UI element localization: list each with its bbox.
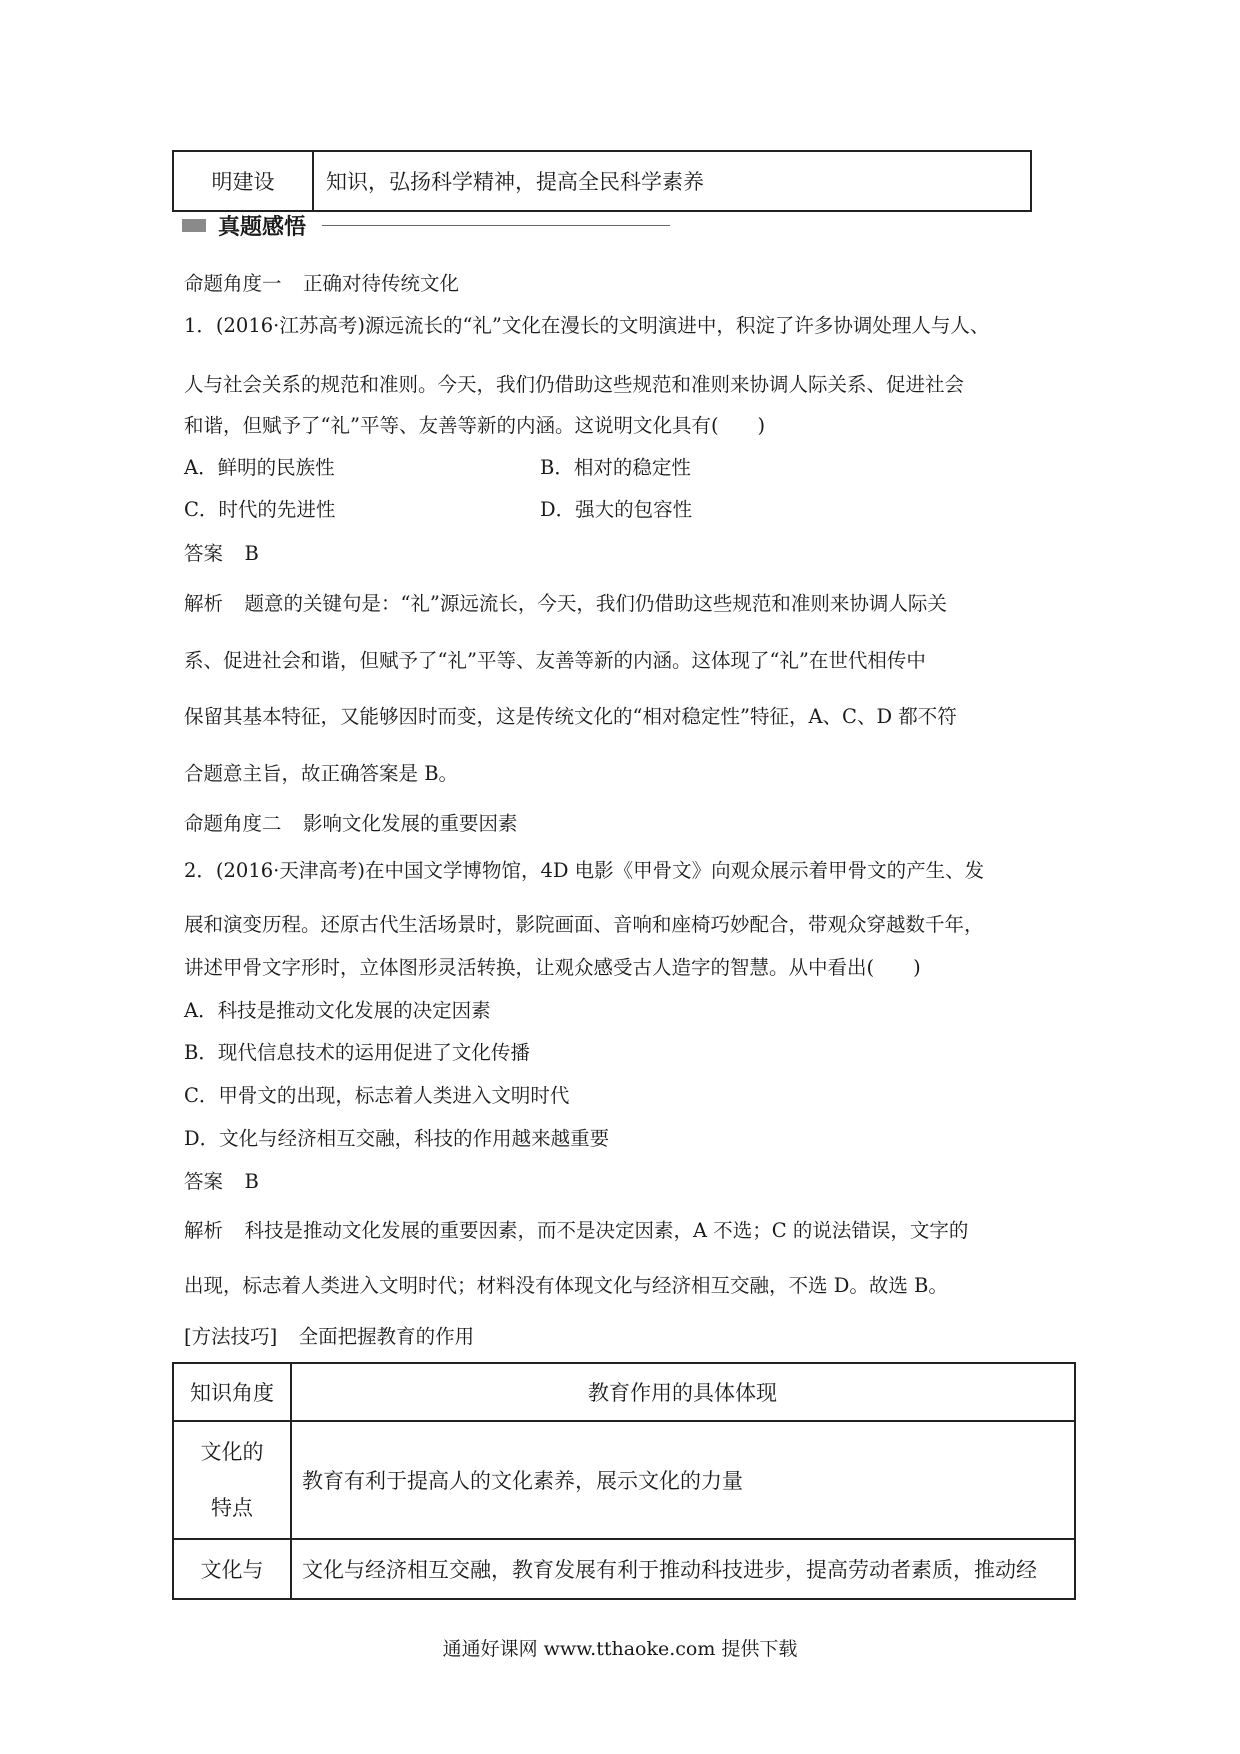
angle-label: 命题角度二 (184, 812, 282, 835)
table-cell-key: 文化的 特点 (173, 1421, 291, 1539)
answer-label: 答案 (184, 1170, 224, 1193)
angle-topic: 影响文化发展的重要因素 (302, 812, 518, 835)
analysis-line: 出现，标志着人类进入文明时代；材料没有体现文化与经济相互交融，不选 D。故选 B。 (184, 1274, 948, 1297)
section-title: 真题感悟 (218, 213, 307, 240)
method-heading (184, 1321, 474, 1349)
analysis-line: 合题意主旨，故正确答案是 B。 (184, 762, 459, 785)
analysis-line: 解析 题意的关键句是：“礼”源远流长，今天，我们仍借助这些规范和准则来协调人际关 (184, 592, 947, 615)
option-c: C．时代的先进性 (184, 498, 336, 521)
question-1-line: 和谐，但赋予了“礼”平等、友善等新的内涵。这说明文化具有( ) (184, 414, 766, 437)
angle-topic: 正确对待传统文化 (302, 272, 459, 295)
option-b: B．现代信息技术的运用促进了文化传播 (184, 1041, 530, 1064)
table-header-row (173, 1363, 1075, 1421)
question-2-line: 2．(2016·天津高考)在中国文学博物馆，4D 电影《甲骨文》向观众展示着甲骨文的产生、发 (184, 859, 985, 882)
question-1-line: 人与社会关系的规范和准则。今天，我们仍借助这些规范和准则来协调人际关系、促进社会 (184, 373, 965, 396)
option-d: D．强大的包容性 (540, 498, 693, 521)
question-1-line: 1．(2016·江苏高考)源远流长的“礼”文化在漫长的文明演进中，积淀了许多协调处理人与人、 (184, 314, 990, 337)
angle-label: 命题角度一 (184, 272, 282, 295)
answer-value: B (244, 542, 259, 565)
option-c: C．甲骨文的出现，标志着人类进入文明时代 (184, 1084, 570, 1107)
continued-table (172, 150, 1032, 212)
table-cell-value: 教育有利于提高人的文化素养，展示文化的力量 (291, 1421, 1075, 1539)
option-b: B．相对的稳定性 (540, 456, 691, 479)
option-d: D．文化与经济相互交融，科技的作用越来越重要 (184, 1127, 610, 1150)
section-header (182, 205, 670, 245)
analysis-line: 保留其基本特征，又能够因时而变，这是传统文化的“相对稳定性”特征，A、C、D 都不符 (184, 705, 957, 728)
analysis-label: 解析 (184, 592, 224, 615)
method-table (172, 1362, 1076, 1600)
question-2-line: 展和演变历程。还原古代生活场景时，影院画面、音响和座椅巧妙配合，带观众穿越数千年， (184, 913, 984, 936)
table-header-cell: 教育作用的具体体现 (291, 1363, 1075, 1421)
answer-value: B (244, 1170, 259, 1193)
question-2-line: 讲述甲骨文字形时，立体图形灵活转换，让观众感受古人造字的智慧。从中看出( ) (184, 956, 921, 979)
answer-line (184, 538, 259, 566)
table-row (173, 1539, 1075, 1599)
section-marker-icon (182, 219, 206, 232)
analysis-line: 解析 科技是推动文化发展的重要因素，而不是决定因素，A 不选；C 的说法错误，文字的 (184, 1219, 969, 1242)
method-title: 全面把握教育的作用 (298, 1325, 475, 1348)
page-footer: 通通好课网 www.tthaoke.com 提供下载 (442, 1638, 798, 1660)
angle-heading-2 (184, 808, 517, 836)
analysis-label: 解析 (184, 1219, 224, 1242)
analysis-line: 系、促进社会和谐，但赋予了“礼”平等、友善等新的内涵。这体现了“礼”在世代相传中 (184, 649, 926, 672)
option-a: A．科技是推动文化发展的决定因素 (184, 999, 491, 1022)
table-cell-label: 明建设 (173, 151, 313, 211)
table-cell-value: 文化与经济相互交融，教育发展有利于推动科技进步，提高劳动者素质，推动经 (291, 1539, 1075, 1599)
method-label: [方法技巧] (184, 1325, 278, 1348)
table-row (173, 1421, 1075, 1539)
section-rule (322, 225, 670, 226)
option-a: A．鲜明的民族性 (184, 456, 335, 479)
answer-line (184, 1166, 259, 1194)
table-cell-key: 文化与 (173, 1539, 291, 1599)
table-cell-content: 知识，弘扬科学精神，提高全民科学素养 (313, 151, 1031, 211)
table-row (173, 151, 1031, 211)
answer-label: 答案 (184, 542, 224, 565)
table-header-cell: 知识角度 (173, 1363, 291, 1421)
angle-heading-1 (184, 268, 459, 296)
